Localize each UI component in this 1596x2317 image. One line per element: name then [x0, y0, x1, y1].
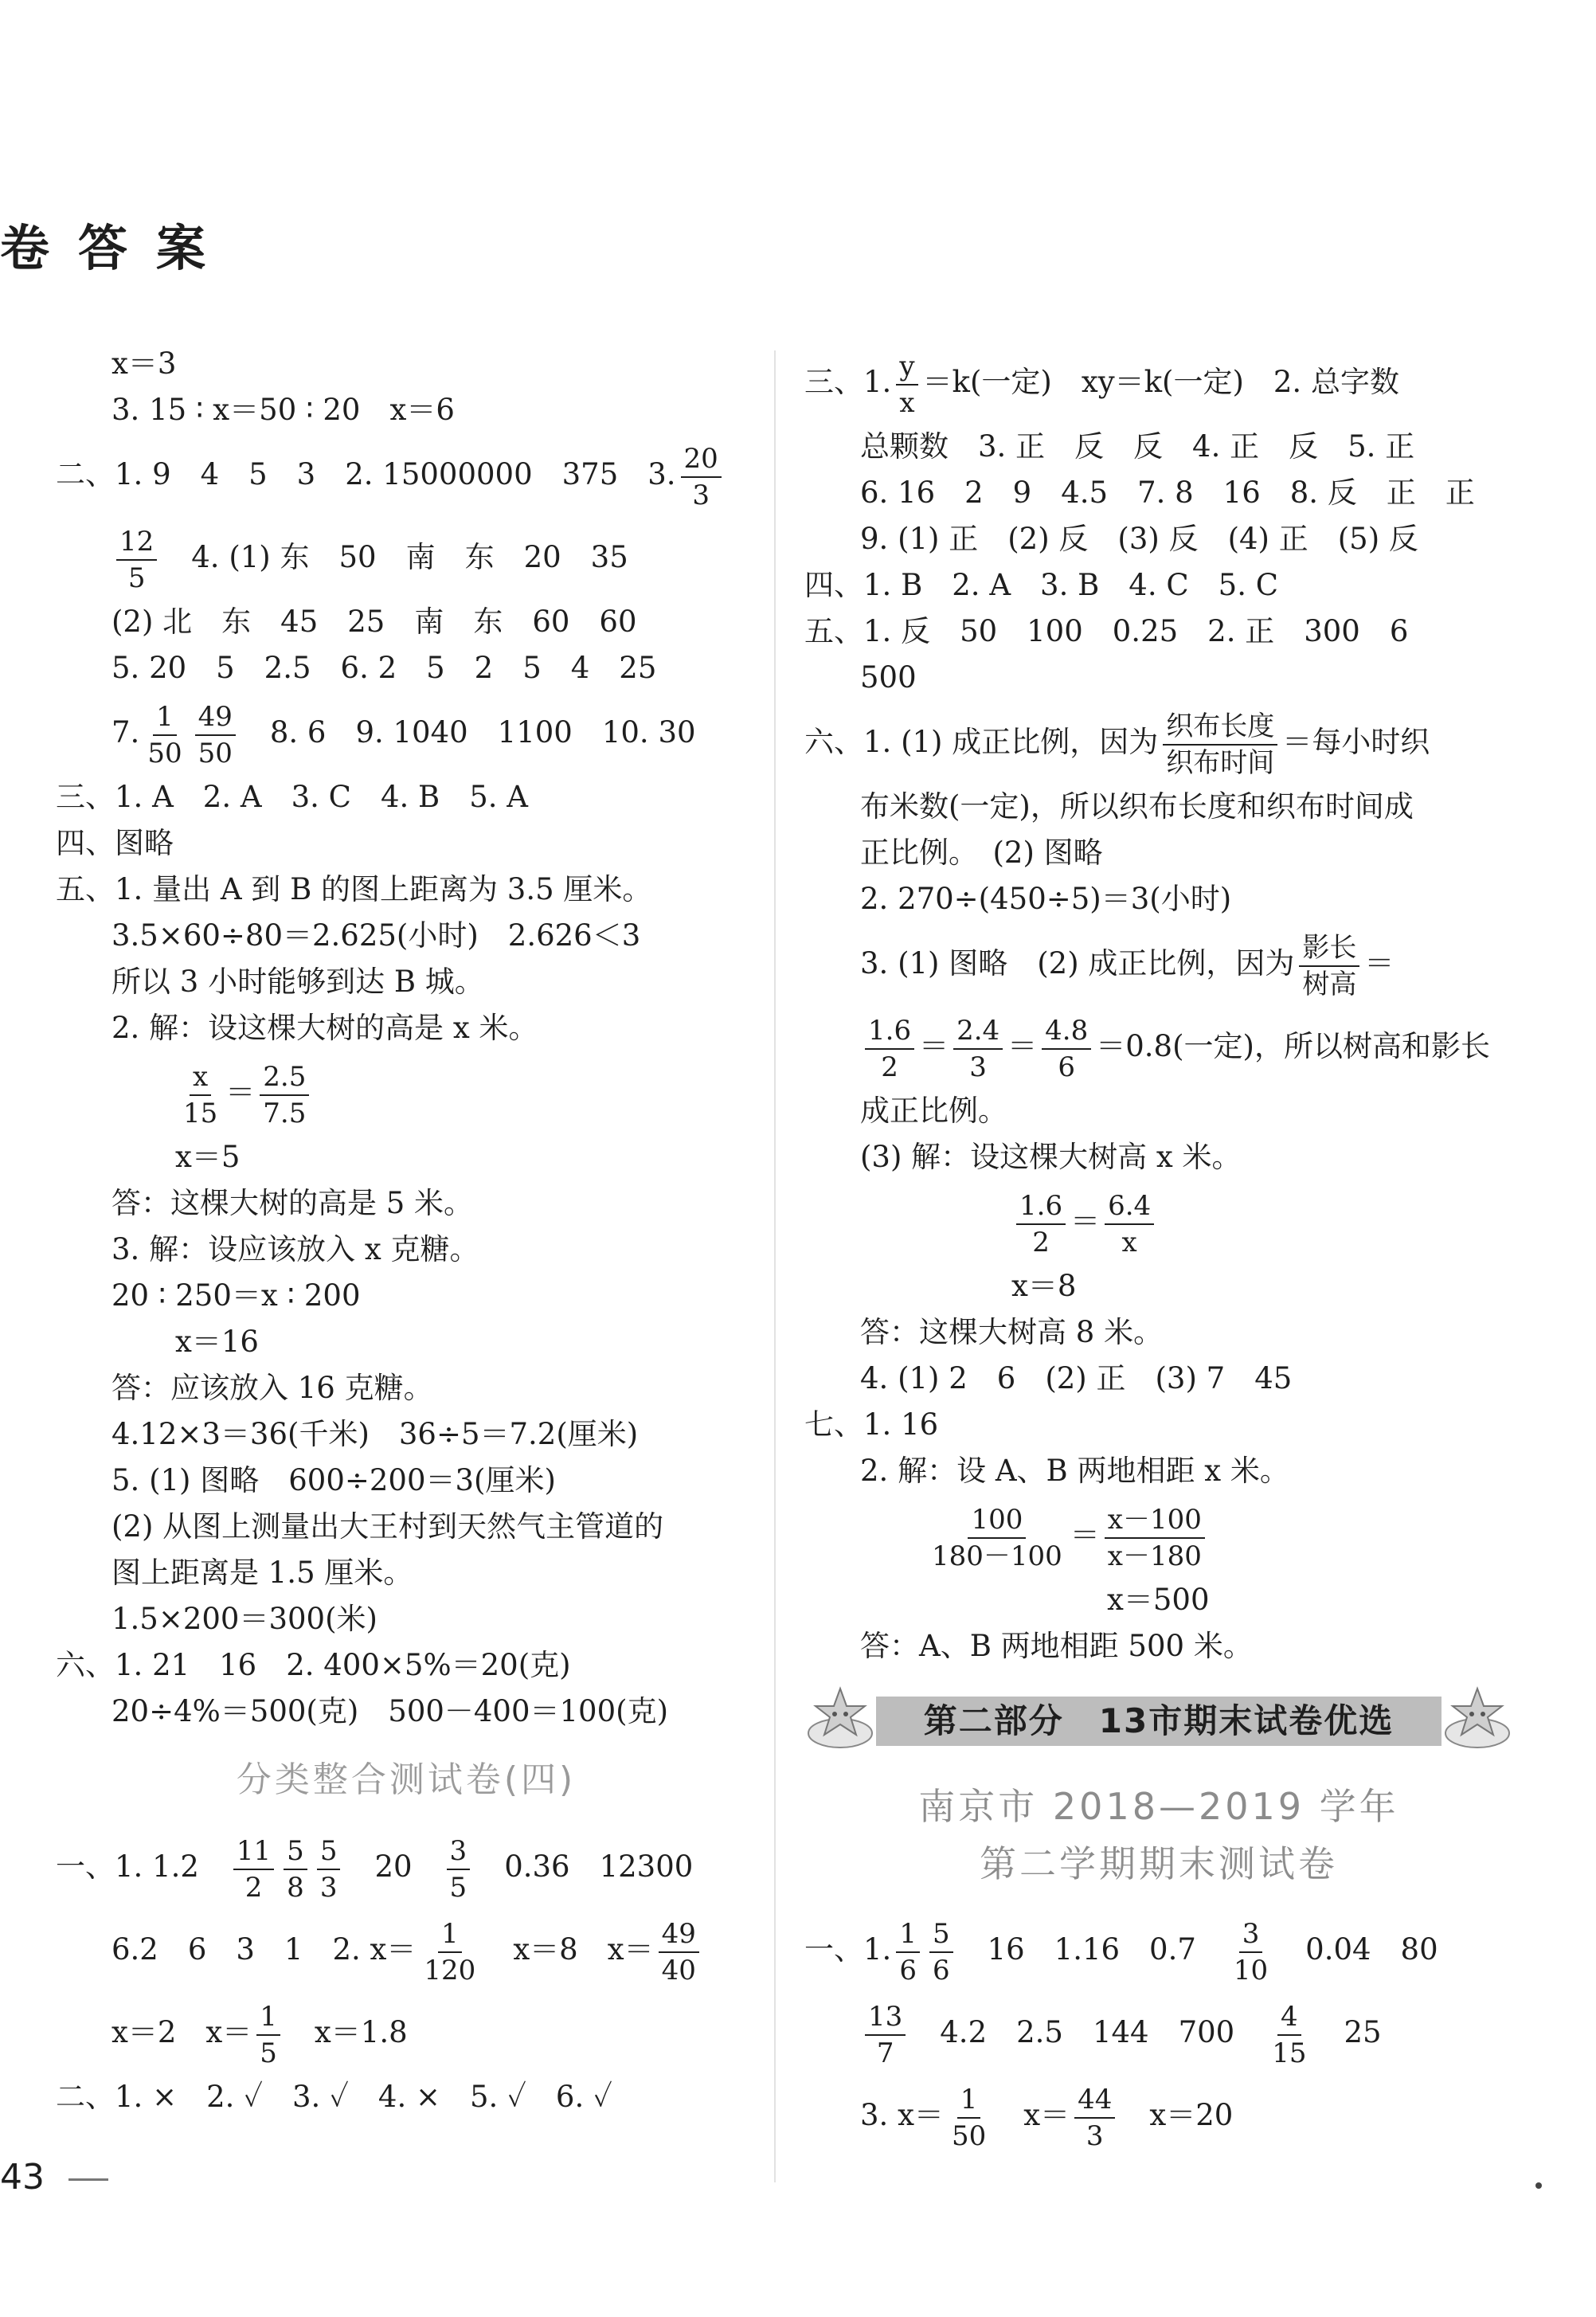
answer-text: 3. x＝	[860, 2098, 944, 2132]
answer-line: 20 ∶ 250＝x ∶ 200	[111, 1278, 361, 1313]
answer-line: x＝16	[175, 1325, 259, 1359]
fraction	[1016, 1188, 1066, 1260]
denominator: x	[1121, 1226, 1137, 1258]
answer-text: ＝每小时织	[1282, 725, 1430, 759]
answer-line: 答：A、B 两地相距 500 米。	[860, 1629, 1253, 1663]
denominator: 50	[951, 2119, 987, 2152]
numerator: 12	[116, 524, 157, 561]
answer-line: 答：应该放入 16 克糖。	[111, 1371, 433, 1405]
fraction	[317, 1834, 341, 1905]
fraction	[1269, 1999, 1309, 2071]
denominator: 织布时间	[1166, 746, 1275, 779]
denominator: 15	[1272, 2037, 1307, 2069]
answer-line: 2. 解：设这棵大树的高是 x 米。	[111, 1011, 538, 1045]
numerator: 1	[256, 1999, 280, 2036]
denominator: 6	[899, 1954, 917, 1986]
answer-text: 4.2 2.5 144 700	[940, 2015, 1235, 2049]
answer-text: 4. (1) 东 50 南 东 20 35	[191, 540, 628, 574]
denominator: 6	[932, 1954, 950, 1986]
answer-line	[56, 691, 757, 774]
answer-line: 4.12×3＝36(千米) 36÷5＝7.2(厘米)	[111, 1417, 639, 1451]
answer-text: 六、1. (1) 成正比例，因为	[804, 725, 1159, 759]
fraction	[144, 699, 185, 771]
answer-line: 500	[860, 660, 917, 695]
fraction	[681, 441, 722, 513]
answer-text: ＝0.8(一定)，所以树高和影长	[1096, 1029, 1490, 1063]
fraction	[180, 1059, 221, 1131]
answer-text: x＝8 x＝	[513, 1932, 654, 1967]
page-title: 卷答案	[0, 219, 235, 277]
numerator: 3	[1239, 1916, 1263, 1953]
numerator: 100	[968, 1502, 1026, 1539]
denominator: 6	[1058, 1051, 1076, 1083]
numerator: 4.8	[1042, 1013, 1091, 1050]
fraction	[116, 524, 157, 596]
denominator: 3	[969, 1051, 987, 1083]
numerator: 1.6	[1016, 1188, 1066, 1225]
answer-text: 0.36 12300	[504, 1849, 694, 1884]
numerator: 1	[438, 1916, 462, 1953]
numerator: 5	[317, 1834, 341, 1870]
answer-text: 20	[374, 1849, 413, 1884]
answer-text: x＝	[1023, 2098, 1070, 2132]
answer-text: 三、1.	[804, 365, 892, 399]
answer-line	[56, 433, 757, 516]
fraction	[659, 1916, 699, 1988]
numerator: 49	[659, 1916, 699, 1953]
answer-line	[56, 516, 757, 599]
numerator: 1	[153, 699, 177, 736]
banner-text: 第二部分 13市期末试卷优选	[923, 1701, 1395, 1740]
answer-text: 一、1. 1.2	[56, 1849, 199, 1884]
answer-line: 四、1. B 2. A 3. B 4. C 5. C	[804, 568, 1279, 602]
numerator: 4	[1277, 1999, 1301, 2036]
answer-line: 总颗数 3. 正 反 反 4. 正 反 5. 正	[860, 429, 1415, 464]
fraction	[953, 1013, 1003, 1085]
denominator: 2	[881, 1051, 898, 1083]
answer-line: 四、图略	[56, 826, 174, 860]
numerator: 2.4	[953, 1013, 1003, 1050]
numerator: 1.6	[865, 1013, 914, 1050]
denominator: 50	[198, 737, 233, 769]
answer-line: 答：这棵大树高 8 米。	[860, 1315, 1164, 1349]
answer-line: (2) 从图上测量出大王村到天然气主管道的	[111, 1509, 664, 1544]
answer-text: 6.2 6 3 1 2. x＝	[111, 1932, 417, 1967]
fraction	[896, 1916, 920, 1988]
answer-text: 二、1. 9 4 5 3 2. 15000000 375 3.	[56, 457, 676, 491]
answer-line: x＝500	[1107, 1583, 1210, 1617]
denominator: 3	[692, 479, 710, 511]
answer-text: x＝2 x＝	[111, 2015, 252, 2049]
denominator: 2	[1032, 1226, 1050, 1258]
answer-line	[804, 1908, 1513, 1991]
answer-line: 4. (1) 2 6 (2) 正 (3) 7 45	[860, 1361, 1293, 1395]
fraction	[1163, 709, 1277, 781]
answer-line: 5. 20 5 2.5 6. 2 5 2 5 4 25	[111, 651, 657, 685]
answer-line: 布米数(一定)，所以织布长度和织布时间成	[860, 789, 1414, 824]
fraction	[195, 699, 236, 771]
star-cloud-icon	[1441, 1684, 1513, 1755]
fraction	[256, 1999, 280, 2071]
fraction	[929, 1916, 953, 1988]
denominator: 3	[1086, 2119, 1104, 2152]
numerator: 13	[865, 1999, 906, 2036]
answer-text: 一、1.	[804, 1932, 892, 1967]
left-column	[56, 341, 757, 2120]
denominator: 7.5	[263, 1097, 307, 1129]
numerator: 3	[447, 1834, 471, 1870]
denominator: 5	[260, 2037, 277, 2069]
fraction	[896, 349, 917, 421]
denominator: 120	[424, 1954, 476, 1986]
fraction	[1299, 930, 1359, 1002]
fraction	[949, 2082, 989, 2154]
answer-line: $\frac{1.6}{2}$ ＝ $\frac{2.4}{3}$ ＝ $\frac{4.8}{6}$ ＝0.8(一定)，所以树高和影长	[804, 1005, 1513, 1088]
denominator: x	[899, 386, 915, 419]
part-banner	[804, 1684, 1513, 1760]
answer-line: (3) 解：设这棵大树高 x 米。	[860, 1140, 1242, 1174]
answer-line	[56, 1991, 757, 2074]
answer-line	[804, 2074, 1513, 2157]
answer-line: (2) 北 东 45 25 南 东 60 60	[111, 605, 637, 639]
fraction	[1105, 1188, 1154, 1260]
answer-text: x＝20	[1149, 2098, 1234, 2132]
denominator: 3	[319, 1871, 338, 1904]
answer-line: 所以 3 小时能够到达 B 城。	[111, 965, 484, 999]
answer-text: 8. 6 9. 1040 1100 10. 30	[269, 715, 696, 750]
equation-line: $\frac{1.6}{2}$ ＝ $\frac{6.4}{x}$	[804, 1180, 1513, 1263]
numerator: y	[896, 349, 917, 386]
answer-line: 六、1. 21 16 2. 400×5%＝20(克)	[56, 1648, 571, 1682]
numerator: 织布长度	[1163, 709, 1277, 746]
denominator: 50	[147, 737, 182, 769]
answer-line: 2. 270÷(450÷5)＝3(小时)	[860, 882, 1232, 916]
answer-line: 20÷4%＝500(克) 500－400＝100(克)	[111, 1694, 669, 1728]
fraction	[447, 1834, 471, 1905]
exam-subtitle: 第二学期期末测试卷	[980, 1842, 1338, 1885]
answer-line: 9. (1) 正 (2) 反 (3) 反 (4) 正 (5) 反	[860, 522, 1418, 556]
numerator: 49	[195, 699, 236, 736]
numerator: x	[190, 1059, 211, 1096]
numerator: 5	[929, 1916, 953, 1953]
answer-line: x＝8	[1011, 1269, 1077, 1303]
denominator: 5	[127, 562, 146, 594]
answer-line	[804, 922, 1513, 1005]
answer-line: 图上距离是 1.5 厘米。	[111, 1556, 413, 1590]
answer-line: 2. 解：设 A、B 两地相距 x 米。	[860, 1454, 1289, 1488]
answer-line: 三、1. A 2. A 3. C 4. B 5. A	[56, 780, 528, 814]
corner-dot	[1535, 2182, 1542, 2189]
answer-line	[804, 1991, 1513, 2074]
numerator: 44	[1074, 2082, 1115, 2119]
fraction	[865, 1013, 914, 1085]
answer-text: ＝k(一定) xy＝k(一定) 2. 总字数	[922, 365, 1399, 399]
denominator: 7	[876, 2037, 894, 2069]
answer-text: x＝1.8	[314, 2015, 408, 2049]
exam-title: 南京市 2018—2019 学年	[918, 1785, 1399, 1828]
answer-line	[804, 341, 1513, 424]
denominator: 8	[287, 1871, 304, 1904]
answer-line: 3.5×60÷80＝2.625(小时) 2.626＜3	[111, 918, 641, 953]
answer-line	[804, 701, 1513, 784]
numerator: x－100	[1105, 1502, 1205, 1539]
answer-line: 五、1. 反 50 100 0.25 2. 正 300 6	[804, 614, 1409, 648]
page-number-dash	[68, 2178, 108, 2181]
answer-line: 成正比例。	[860, 1094, 1007, 1128]
right-column	[804, 341, 1513, 2157]
fraction	[1105, 1502, 1205, 1574]
page-number: 43	[0, 2157, 45, 2198]
fraction	[1074, 2082, 1115, 2154]
numerator: 2.5	[260, 1059, 309, 1096]
answer-text: 25	[1344, 2015, 1382, 2049]
denominator: 5	[449, 1871, 467, 1904]
denominator: 180－100	[932, 1540, 1062, 1572]
equation-line: $\frac{x}{15}$ ＝ $\frac{2.5}{7.5}$	[56, 1051, 757, 1134]
answer-line: 3. 解：设应该放入 x 克糖。	[111, 1232, 479, 1266]
denominator: 2	[244, 1871, 263, 1904]
denominator: 15	[183, 1097, 218, 1129]
numerator: 11	[233, 1834, 274, 1870]
numerator: 5	[284, 1834, 307, 1870]
answer-line: 七、1. 16	[804, 1407, 939, 1442]
numerator: 1	[957, 2082, 981, 2119]
fraction	[929, 1502, 1066, 1574]
section-title: 分类整合测试卷(四)	[236, 1759, 577, 1800]
denominator: x－180	[1107, 1540, 1202, 1572]
numerator: 6.4	[1105, 1188, 1154, 1225]
answer-text: 3. (1) 图略 (2) 成正比例，因为	[860, 946, 1295, 980]
answer-line	[56, 1826, 757, 1908]
denominator: 40	[661, 1954, 696, 1986]
fraction	[865, 1999, 906, 2071]
denominator: 10	[1233, 1954, 1269, 1986]
answer-line: 6. 16 2 9 4.5 7. 8 16 8. 反 正 正	[860, 476, 1475, 510]
answer-text: 0.04 80	[1305, 1932, 1438, 1967]
answer-line: 5. (1) 图略 600÷200＝3(厘米)	[111, 1463, 556, 1497]
answer-text: 7.	[111, 715, 140, 750]
answer-line: 1.5×200＝300(米)	[111, 1602, 377, 1636]
fraction	[260, 1059, 309, 1131]
fraction	[421, 1916, 479, 1988]
answer-line: 二、1. × 2. ✓ 3. ✓ 4. × 5. ✓ 6. ✓	[56, 2080, 612, 2114]
numerator: 20	[681, 441, 722, 478]
fraction	[284, 1834, 307, 1905]
numerator: 1	[896, 1916, 920, 1953]
numerator: 影长	[1299, 930, 1359, 967]
answer-line: 五、1. 量出 A 到 B 的图上距离为 3.5 厘米。	[56, 872, 652, 906]
answer-text: ＝	[1364, 946, 1395, 980]
answer-text: 16 1.16 0.7	[987, 1932, 1196, 1967]
answer-line: 答：这棵大树的高是 5 米。	[111, 1186, 474, 1220]
column-divider	[774, 350, 776, 2182]
fraction	[233, 1834, 274, 1905]
answer-line: 3. 15 ∶ x＝50 ∶ 20 x＝6	[111, 393, 455, 427]
answer-line	[56, 1908, 757, 1991]
equation-line: $\frac{100}{180-100}$ ＝ $\frac{x-100}{x-180}$	[804, 1494, 1513, 1577]
answer-line: x＝5	[175, 1140, 241, 1174]
answer-line: 正比例。 (2) 图略	[860, 836, 1103, 870]
denominator: 树高	[1302, 968, 1357, 1000]
fraction	[1042, 1013, 1091, 1085]
fraction	[1230, 1916, 1271, 1988]
answer-line: x＝3	[111, 346, 177, 381]
